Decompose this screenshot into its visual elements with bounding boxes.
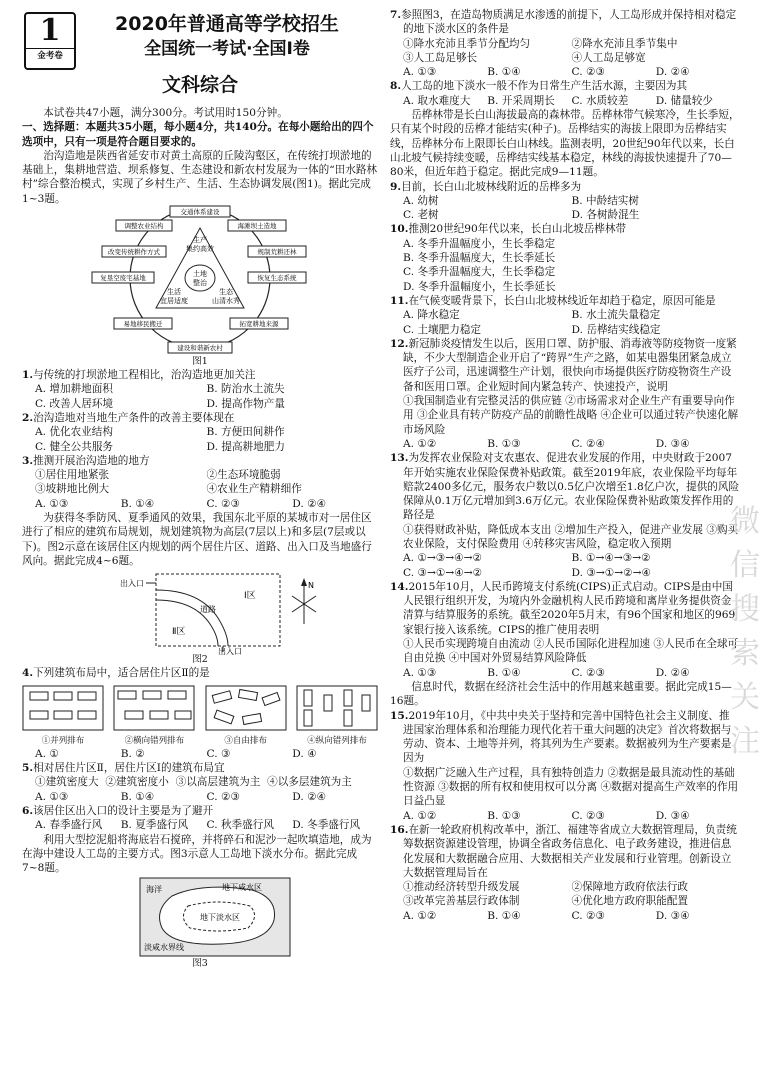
question-16-options: A. ①② B. ①④ C. ②③ D. ③④: [403, 909, 690, 922]
fig1-box-1: 交通体系建设: [180, 208, 220, 217]
question-6: 6.该居住区出入口的设计主要是为了避开: [22, 805, 214, 818]
question-14: 14.2015年10月，人民币跨境支付系统(CIPS)正式启动。CIPS是由中国人民银行组织开发，为境内外金融机构人民币跨境和离岸业务提供资金清算与结算服务的系统。截至2020年5月末，有96个国家和地区的969家银行接入该系统。CIPS的推广使用表明: [390, 580, 736, 636]
question-11: 11.在气候变暖背景下，长白山北坡林线近年却趋于稳定，原因可能是: [390, 294, 716, 307]
badge-label: 金考卷: [26, 48, 74, 63]
question-14-options: A. ①③ B. ①④ C. ②③ D. ②④: [403, 666, 690, 679]
question-8: 8.人工岛的地下淡水一般不作为日常生产生活水源，主要因为其: [390, 80, 688, 93]
paper-badge: [24, 12, 76, 70]
layout-2: ②横向错列排布: [113, 685, 195, 747]
fig1-center-1: 土地: [193, 270, 207, 279]
question-9: 9.目前，长白山北坡林线附近的岳桦多为: [390, 180, 582, 193]
figure-3: [22, 876, 378, 958]
question-10-options: A. 冬季升温幅度小，生长季稳定 B. 冬季升温幅度大，生长季延长 C. 冬季升温幅度大，生长季稳定 D. 冬季升温幅度小，生长季延长: [403, 237, 556, 293]
layout-3: ③自由排布: [205, 685, 287, 747]
fig2-road: 道路: [200, 605, 216, 615]
layout-options: [22, 681, 378, 747]
subject-title: 文科综合: [161, 74, 238, 96]
fig2-zone-2: Ⅱ区: [172, 627, 186, 638]
question-7-options: A. ①③ B. ①④ C. ②③ D. ②④: [403, 66, 690, 79]
fig3-sea: 海洋: [146, 884, 162, 894]
fig1-box-2: 调整农业结构: [124, 222, 164, 231]
fig1-box-7: 恢复生态系统: [257, 274, 297, 283]
exam-title-line2: 全国统一考试·全国Ⅰ卷: [144, 39, 310, 59]
question-2: 2.治沟造地对当地生产条件的改善主要体现在: [22, 411, 235, 424]
fig1-box-5: 规制荒耕还林: [257, 248, 297, 257]
layout-1: ①并列排布: [22, 685, 104, 747]
question-4-options: A. ① B. ② C. ③ D. ④: [35, 747, 317, 760]
left-column: [22, 8, 378, 970]
fig1-inner-2a: 生活: [167, 288, 181, 297]
fig1-inner-2b: 宜居适度: [160, 297, 188, 306]
question-3-options: A. ①③ B. ①④ C. ②③ D. ②④: [35, 497, 327, 510]
badge-number: 1: [39, 13, 61, 48]
question-6-options: A. 春季盛行风 B. 夏季盛行风 C. 秋季盛行风 D. 冬季盛行风: [35, 819, 361, 832]
question-15-items: ①数据广泛融入生产过程，具有独特创造力 ②数据是最具流动性的基础性资源 ③数据的所有权和使用权可以分离 ④数据对提高生产效率的作用日益凸显: [403, 766, 739, 808]
fig2-north: N: [308, 581, 314, 591]
fig2-zone-1: Ⅰ区: [244, 591, 256, 602]
question-7: 7.参照图3，在造岛物质满足水渗透的前提下，人工岛形成并保持相对稳定的地下淡水区的条件是: [390, 9, 737, 36]
question-11-options: A. 降水稳定 B. 水土流失量稳定 C. 土壤肥力稳定 D. 岳桦结实线稳定: [403, 309, 661, 336]
fig1-box-9: 拓宽耕地来源: [239, 320, 279, 329]
intro: 本试卷共47小题，满分300分。考试用时150分钟。: [43, 107, 288, 119]
question-10: 10.推测20世纪90年代以来，长白山北坡岳桦林带: [390, 223, 627, 236]
side-watermark: 微信搜索关注: [730, 504, 760, 759]
question-13: 13.为发挥农业保险对支农惠农、促进农业发展的作用，中央财政于2007年开始实施农业保险保费补贴政策。截至2019年底，农业保险平均每年赔款2400多亿元，服务农户数以0.5亿户次增至1.8亿户次，提供的风险保障从0.1万亿元增加到3.6万亿元。农业保险保费补贴政策发挥作用的路径是: [390, 452, 740, 522]
question-5: 5.相对居住片区Ⅱ，居住片区Ⅰ的建筑布局宜: [22, 762, 225, 775]
question-1-options: A. 增加耕地面积 B. 防治水土流失 C. 改善人居环境 D. 提高作物产量: [35, 383, 285, 410]
question-15-options: A. ①② B. ①③ C. ②③ D. ③④: [403, 809, 690, 822]
question-5-items: ①建筑密度大 ②建筑密度小 ③以高层建筑为主 ④以多层建筑为主: [35, 776, 352, 789]
question-12: 12.新冠肺炎疫情发生以后，医用口罩、防护服、消毒液等防疫物资一度紧缺，不少大型制造企业开启了“跨界”生产之路，如某电器集团紧急成立医疗子公司，迅速调整生产计划，很快向市场提供医疗防疫物资生产设备和医用口罩。企业短时间内紧急转产、快速投产，说明: [390, 337, 737, 393]
exam-title-line1: 2020年普通高等学校招生: [115, 13, 339, 35]
figure-2-caption: 图2: [192, 654, 208, 666]
passage-2: 为获得冬季防风、夏季通风的效果，我国东北平原的某城市对一居住区进行了相应的建筑布局规划，规划建筑物为高层(7层以上)和多层(7层或以下)。图2示意在该居住区内规划的两个居住片区、道路、出入口及当地盛行风向。据此完成4~6题。: [22, 512, 372, 567]
fig1-box-6: 复垦空废宅基地: [100, 274, 146, 283]
figure-2: [22, 568, 378, 657]
fig2-entrance-2: 出入口: [218, 647, 242, 657]
question-2-options: A. 优化农业结构 B. 方便田间耕作 C. 健全公共服务 D. 提高耕地肥力: [35, 426, 285, 453]
fig1-center-2: 整治: [193, 279, 207, 288]
fig1-inner-1a: 生产: [193, 236, 207, 245]
figure-1: [22, 206, 378, 356]
passage-3: 利用大型挖泥船将海底岩石搅碎，并将碎石和泥沙一起吹填造地，成为在海中建设人工岛的主要方式。图3示意人工岛地下淡水分布。据此完成7~8题。: [22, 833, 372, 875]
fig1-inner-1b: 集约高效: [186, 245, 214, 254]
question-1: 1.与传统的打坝淤地工程相比，治沟造地更加关注: [22, 369, 256, 382]
section-heading: 一、选择题：本题共35小题，每小题4分，共140分。在每小题给出的四个选项中，只有一项是符合题目要求的。: [22, 121, 374, 148]
question-7-items: ①降水充沛且季节分配均匀 ②降水充沛且季节集中 ③人工岛足够长 ④人工岛足够宽: [403, 37, 678, 64]
figure-3-caption: 图3: [192, 957, 208, 969]
fig3-boundary: 淡咸水界线: [144, 942, 184, 952]
question-5-options: A. ①③ B. ①④ C. ②③ D. ②④: [35, 790, 327, 803]
right-column: [390, 8, 740, 923]
question-12-items: ①我国制造业有完整灵活的供应链 ②市场需求对企业生产有重要导向作用 ③企业具有转产防疫产品的前瞻性战略 ④企业可以通过转产快速化解市场风险: [403, 395, 739, 436]
question-3: 3.推测开展治沟造地的地方: [22, 454, 150, 467]
fig1-box-4: 改变传统耕作方式: [108, 248, 160, 257]
passage-4: 岳桦林带是长白山海拔最高的森林带。岳桦林带气候寒冷，生长季短，只有某个时段的岳桦才能结实(种子)。岳桦结实的海拔上限即为岳桦结实线，岳桦林分布上限即长白山林线。监测表明，20世纪90年代以来，长白山北坡气候持续变暖，岳桦结实线基本稳定，林线的海拔快速提升了70—80米，但近年趋于稳定。据此完成9—11题。: [390, 109, 740, 179]
passage-5: 信息时代，数据在经济社会生活中的作用越来越重要。据此完成15—16题。: [390, 680, 732, 708]
question-14-items: ①人民币实现跨境自由流动 ②人民币国际化进程加速 ③人民币在全球可自由兑换 ④中国对外贸易结算风险降低: [403, 638, 739, 665]
layout-4: ④纵向错列排布: [296, 685, 378, 747]
question-13-options: A. ①→③→④→② B. ①→④→③→② C. ③→①→④→② D. ③→①→②→④: [403, 552, 651, 579]
fig1-box-8: 易地移民搬迁: [123, 320, 163, 329]
exam-header: [22, 8, 378, 106]
fig2-entrance-1: 出入口: [120, 579, 144, 589]
question-3-items: ①居住用地紧张 ②生态环境脆弱 ③坡耕地比例大 ④农业生产精耕细作: [35, 469, 302, 496]
question-12-options: A. ①② B. ①③ C. ②④ D. ③④: [403, 437, 690, 450]
question-15: 15.2019年10月，《中共中央关于坚持和完善中国特色社会主义制度、推进国家治理体系和治理能力现代化若干重大问题的决定》首次将数据与劳动、资本、土地等并列，将其列为生产要素。数据被列为生产要素是因为: [390, 709, 732, 765]
question-13-items: ①获得财政补贴，降低成本支出 ②增加生产投入，促进产业发展 ③购买农业保险，支付保险费用 ④转移灾害风险，稳定收入预期: [403, 523, 739, 550]
fig1-box-10: 建设和谐新农村: [177, 344, 223, 353]
fig3-fresh: 地下淡水区: [200, 912, 240, 922]
fig3-underground: 地下咸水区: [222, 882, 262, 892]
question-8-options: A. 取水难度大 B. 开采周期长 C. 水质较差 D. 储量较少: [403, 94, 713, 107]
question-16-items: ①推动经济转型升级发展 ②保障地方政府依法行政 ③改革完善基层行政体制 ④优化地方政府职能配置: [403, 881, 689, 908]
question-4: 4.下列建筑布局中，适合居住片区Ⅱ的是: [22, 667, 210, 680]
question-16: 16.在新一轮政府机构改革中，浙江、福建等省成立大数据管理局，负责统筹数据资源建设管理，协调全省政务信息化、电子政务建设，推进信息化发展和大数据融合应用、大数据相关产业发展和行业管理。创新设立大数据管理局旨在: [390, 823, 737, 879]
fig1-inner-3a: 生态: [219, 288, 233, 297]
question-9-options: A. 幼树 B. 中龄结实树 C. 老树 D. 各树龄混生: [403, 194, 640, 222]
figure-1-caption: 图1: [192, 356, 208, 368]
fig1-box-3: 海滩坝土造地: [237, 222, 277, 231]
fig1-inner-3b: 山清水秀: [212, 297, 240, 306]
passage-1: 治沟造地是陕西省延安市对黄土高原的丘陵沟壑区，在传统打坝淤地的基础上，集耕地营造、坝系修复、生态建设和新农村发展为一体的“田水路林村”综合整治模式，实现了乡村生产、生活、生态协调发展(图1)。据此完成1~3题。: [22, 149, 378, 205]
